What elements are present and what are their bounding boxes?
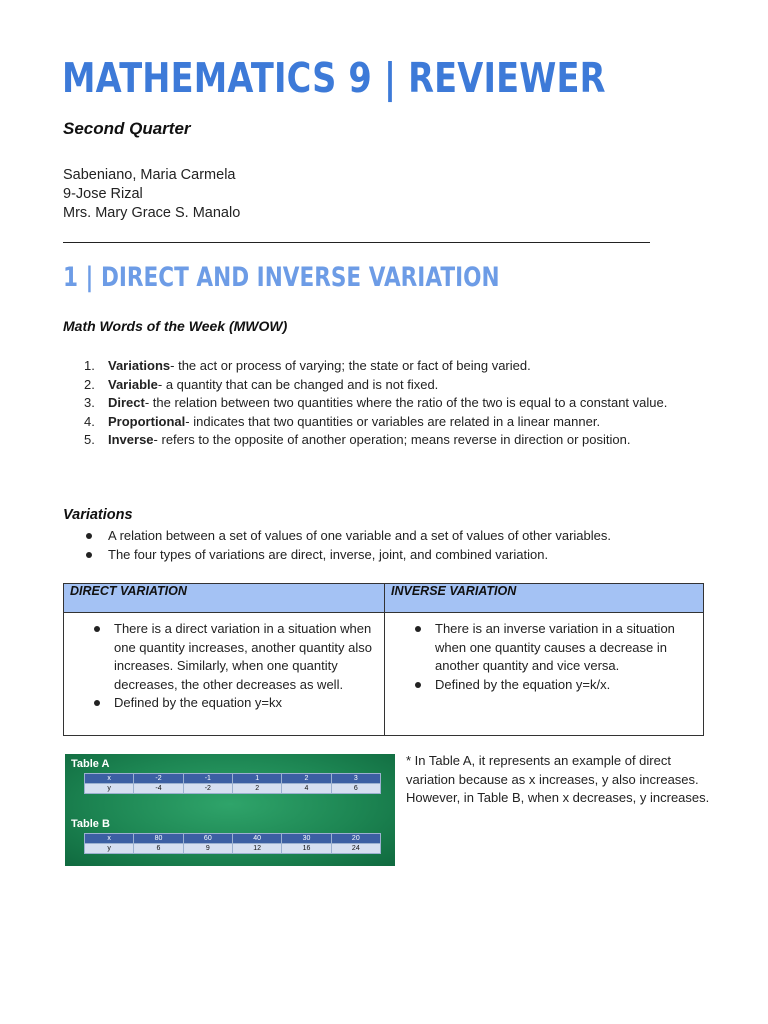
list-item: A relation between a set of values of one variable and a set of values of other variables. [86, 527, 726, 546]
table-cell: 9 [183, 844, 232, 854]
list-item: There is an inverse variation in a situation when one quantity causes a decrease in another quantity and vice versa. [385, 620, 683, 676]
divider-line [63, 242, 650, 243]
bullet-icon [94, 626, 100, 632]
table-cell: 2 [282, 774, 331, 784]
table-cell: y [85, 784, 134, 794]
list-item: 5. Inverse- refers to the opposite of another operation; means reverse in direction or position. [84, 432, 631, 448]
term: Direct [108, 395, 145, 411]
list-item: There is a direct variation in a situation when one quantity increases, another quantity also increases. Similarly, when one quantity decreases, the other decreases as well. [64, 620, 384, 694]
table-explanation-note: * In Table A, it represents an example of direct variation because as x increases, y also increases. However, in Table B, when x decreases, y increases. [406, 753, 710, 806]
bullet-icon [415, 682, 421, 688]
bullet-icon [415, 626, 421, 632]
table-cell: 6 [134, 844, 183, 854]
mwow-heading: Math Words of the Week (MWOW) [63, 318, 288, 334]
table-cell: -2 [134, 774, 183, 784]
table-cell: 1 [232, 774, 281, 784]
table-cell: 4 [282, 784, 331, 794]
table-cell: 60 [183, 834, 232, 844]
list-item: Defined by the equation y=k/x. [385, 676, 683, 695]
definition: - the relation between two quantities where the ratio of the two is equal to a constant value. [144, 395, 668, 411]
definition: - the act or process of varying; the state or fact of being varied. [170, 358, 531, 373]
table-cell: 6 [331, 784, 380, 794]
definition: - refers to the opposite of another operation; means reverse in direction or position. [153, 432, 631, 448]
term: Proportional [108, 413, 186, 429]
teacher-name: Mrs. Mary Grace S. Manalo [63, 205, 241, 221]
list-item: The four types of variations are direct, inverse, joint, and combined variation. [86, 546, 726, 565]
bullet-icon [86, 533, 92, 539]
table-cell: x [85, 834, 134, 844]
table-cell: -4 [134, 784, 183, 794]
bullet-icon [86, 552, 92, 558]
bullet-icon [94, 700, 100, 706]
list-item: 4. Proportional- indicates that two quantities or variables are related in a linear manner. [84, 413, 601, 429]
variations-bullets [86, 527, 726, 564]
variation-table [63, 583, 704, 736]
document-title: MATHEMATICS 9 | REVIEWER [62, 54, 606, 102]
table-cell: 3 [331, 774, 380, 784]
table-cell: 20 [331, 834, 380, 844]
table-a-label: Table A [71, 758, 110, 770]
list-item: 1. Variations- the act or process of varying; the state or fact of being varied. [84, 358, 531, 373]
table-cell: 16 [282, 844, 331, 854]
definition: - indicates that two quantities or variables are related in a linear manner. [185, 413, 601, 429]
table-cell: 30 [282, 834, 331, 844]
table-cell: -2 [183, 784, 232, 794]
student-name: Sabeniano, Maria Carmela [63, 167, 236, 183]
table-cell: 80 [134, 834, 183, 844]
list-item: 2. Variable- a quantity that can be changed and is not fixed. [84, 376, 439, 392]
inverse-variation-cell [385, 613, 704, 736]
table-cell: 2 [232, 784, 281, 794]
table-cell: -1 [183, 774, 232, 784]
term: Inverse [108, 432, 154, 448]
section-heading: 1 | DIRECT AND INVERSE VARIATION [63, 262, 500, 293]
definition: - a quantity that can be changed and is not fixed. [157, 376, 439, 392]
table-b [84, 833, 381, 854]
list-item: Defined by the equation y=kx [64, 694, 384, 713]
table-cell: y [85, 844, 134, 854]
variations-heading: Variations [63, 507, 133, 523]
table-cell: x [85, 774, 134, 784]
inverse-variation-header: INVERSE VARIATION [385, 584, 704, 613]
table-cell: 12 [232, 844, 281, 854]
student-section: 9-Jose Rizal [63, 186, 143, 202]
table-a [84, 773, 381, 794]
table-cell: 40 [232, 834, 281, 844]
term: Variations [108, 358, 171, 373]
quarter-subtitle: Second Quarter [63, 119, 191, 138]
table-b-label: Table B [71, 818, 110, 830]
variation-tables-image [65, 754, 395, 866]
direct-variation-header: DIRECT VARIATION [64, 584, 385, 613]
direct-variation-cell [64, 613, 385, 736]
list-item: 3. Direct- the relation between two quantities where the ratio of the two is equal to a constant value. [84, 395, 668, 411]
table-cell: 24 [331, 844, 380, 854]
term: Variable [108, 376, 158, 392]
mwow-list [84, 357, 684, 450]
